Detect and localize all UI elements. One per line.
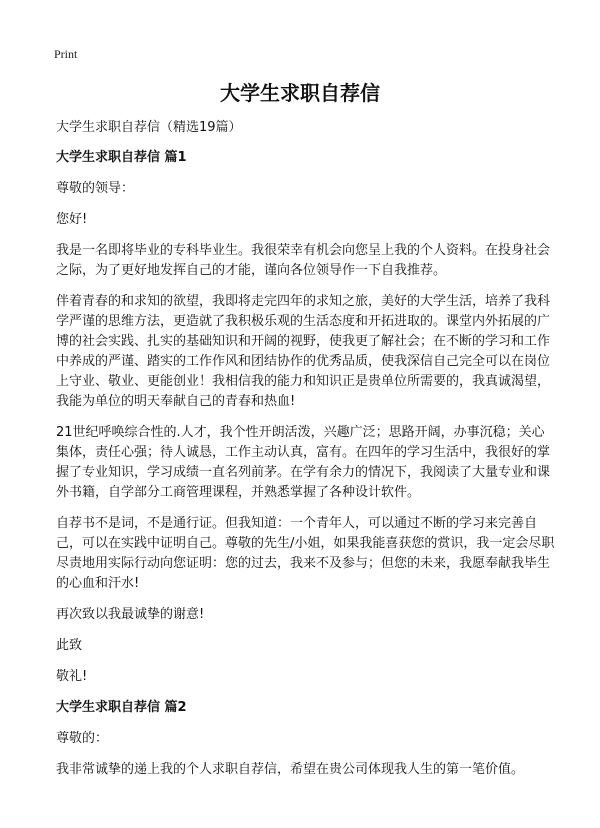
closing-salute: 敬礼! xyxy=(56,669,88,684)
closing-line: 此致 xyxy=(56,638,83,653)
document-body xyxy=(56,118,556,791)
print-link[interactable]: Print xyxy=(54,47,78,61)
section-heading-2: 大学生求职自荐信 篇2 xyxy=(56,700,187,715)
salutation: 尊敬的： xyxy=(56,731,109,746)
body-paragraph: 我非常诚挚的递上我的个人求职自荐信，希望在贵公司体现我人生的第一笔价值。 xyxy=(56,762,525,777)
body-paragraph: 伴着青春的和求知的欲望，我即将走完四年的求知之旅，美好的大学生活，培养了我科学严谨的思维方法，更造就了我积极乐观的生活态度和开拓进取的。课堂内外拓展的广博的社会实践、扎实的基础知识和开阔的视野，使我更了解社会；在不断的学习和工作中养成的严谨、踏实的工作作风和团结协作的优秀品质，使我深信自己完全可以在岗位上守业、敬业、更能创业！我相信我的能力和知识正是贵单位所需要的，我真诚渴望，我能为单位的明天奉献自己的青春和热血! xyxy=(56,294,551,409)
body-paragraph: 21世纪呼唤综合性的.人才，我个性开朗活泼，兴趣广泛；思路开阔，办事沉稳；关心集体，责任心强；待人诚恳，工作主动认真，富有。在四年的学习生活中，我很好的掌握了专业知识，学习成绩一直名列前茅。在学有余力的情况下，我阅读了大量专业和课外书籍，自学部分工商管理课程，并熟悉掌握了各种设计软件。 xyxy=(56,425,551,500)
document-subtitle: 大学生求职自荐信（精选19篇） xyxy=(56,120,242,135)
body-paragraph: 自荐书不是词，不是通行证。但我知道：一个青年人，可以通过不断的学习来完善自己，可以在实践中证明自己。尊敬的先生/小姐，如果我能喜获您的赏识，我一定会尽职尽责地用实际行动向您证明：您的过去，我来不及参与；但您的未来，我愿奉献我毕生的心血和汗水! xyxy=(56,516,555,591)
greeting: 您好! xyxy=(56,212,88,227)
salutation: 尊敬的领导： xyxy=(56,181,135,196)
body-paragraph: 我是一名即将毕业的专科毕业生。我很荣幸有机会向您呈上我的个人资料。在投身社会之际，为了更好地发挥自己的才能，谨向各位领导作一下自我推荐。 xyxy=(56,243,551,278)
closing-thanks: 再次致以我最诚挚的谢意! xyxy=(56,607,205,622)
section-heading-1: 大学生求职自荐信 篇1 xyxy=(56,150,187,165)
page-title: 大学生求职自荐信 xyxy=(220,81,380,105)
